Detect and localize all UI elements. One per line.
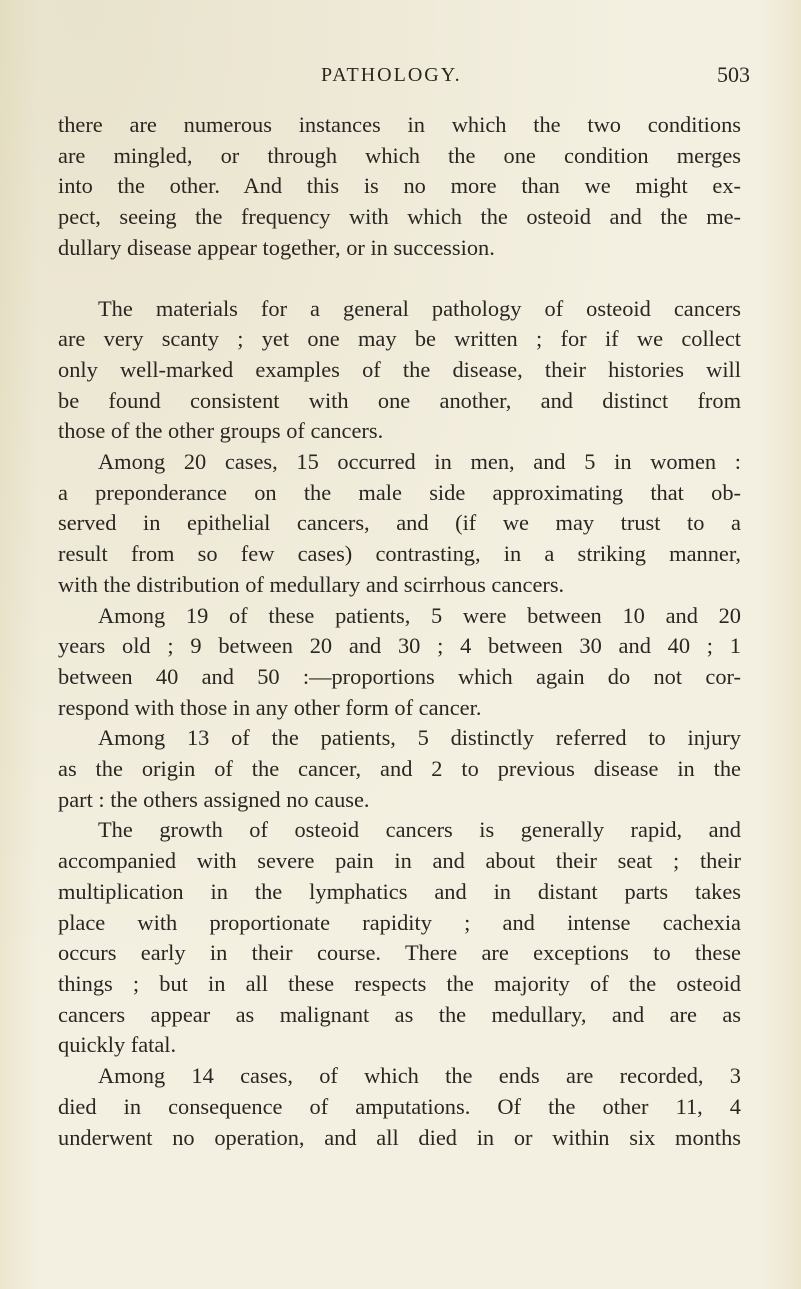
- text-line: are mingled, or through which the one condition merges: [58, 142, 741, 168]
- text-line: be found consistent with one another, and distinct from: [58, 387, 741, 413]
- text-line: Among 20 cases, 15 occurred in men, and 5 in women :: [98, 449, 741, 475]
- running-title: PATHOLOGY.: [321, 64, 462, 86]
- text-line: occurs early in their course. There are exceptions to these: [58, 940, 741, 966]
- running-head: [0, 60, 801, 90]
- text-line: served in epithelial cancers, and (if we may trust to a: [58, 510, 741, 536]
- text-line: result from so few cases) contrasting, in a striking manner,: [58, 541, 741, 567]
- paragraph-5: [58, 723, 741, 815]
- text-line: there are numerous instances in which the two conditions: [58, 112, 741, 137]
- text-line: only well-marked examples of the disease, their histories will: [58, 356, 741, 382]
- paragraph-6: [58, 815, 741, 1061]
- text-line: quickly fatal.: [58, 1032, 177, 1058]
- paragraph-2: [58, 294, 741, 448]
- text-line: place with proportionate rapidity ; and intense cachexia: [58, 909, 741, 935]
- text-line: a preponderance on the male side approximating that ob-: [58, 479, 741, 505]
- text-line: cancers appear as malignant as the medullary, and are as: [58, 1001, 741, 1027]
- text-line: into the other. And this is no more than we might ex-: [58, 173, 741, 199]
- paragraph-7: [58, 1061, 741, 1153]
- text-line: Among 13 of the patients, 5 distinctly referred to injury: [98, 725, 741, 751]
- text-line: Among 14 cases, of which the ends are recorded, 3: [98, 1063, 741, 1089]
- text-line: things ; but in all these respects the majority of the osteoid: [58, 970, 741, 996]
- text-line: dullary disease appear together, or in succession.: [58, 234, 495, 260]
- text-line: as the origin of the cancer, and 2 to previous disease in the: [58, 756, 741, 782]
- paragraph-1: [58, 110, 741, 264]
- text-line: underwent no operation, and all died in or within six months: [58, 1124, 741, 1150]
- paragraph-gap: [58, 264, 741, 294]
- text-line: The materials for a general pathology of osteoid cancers: [98, 295, 741, 321]
- paragraph-4: [58, 601, 741, 724]
- text-line: part : the others assigned no cause.: [58, 786, 370, 812]
- text-line: multiplication in the lymphatics and in distant parts takes: [58, 878, 741, 904]
- text-line: The growth of osteoid cancers is generally rapid, and: [98, 817, 741, 843]
- text-line: between 40 and 50 :—proportions which again do not cor-: [58, 663, 741, 689]
- text-line: those of the other groups of cancers.: [58, 418, 384, 444]
- text-line: died in consequence of amputations. Of the other 11, 4: [58, 1093, 741, 1119]
- paragraph-3: [58, 447, 741, 601]
- page-number: 503: [717, 62, 750, 87]
- text-line: Among 19 of these patients, 5 were between 10 and 20: [98, 602, 741, 628]
- text-line: respond with those in any other form of cancer.: [58, 694, 482, 720]
- text-line: pect, seeing the frequency with which the osteoid and the me-: [58, 204, 741, 230]
- body-text: [58, 110, 741, 1153]
- text-line: with the distribution of medullary and scirrhous cancers.: [58, 571, 565, 597]
- text-line: accompanied with severe pain in and about their seat ; their: [58, 848, 741, 874]
- text-line: years old ; 9 between 20 and 30 ; 4 between 30 and 40 ; 1: [58, 633, 741, 659]
- text-line: are very scanty ; yet one may be written ; for if we collect: [58, 326, 741, 352]
